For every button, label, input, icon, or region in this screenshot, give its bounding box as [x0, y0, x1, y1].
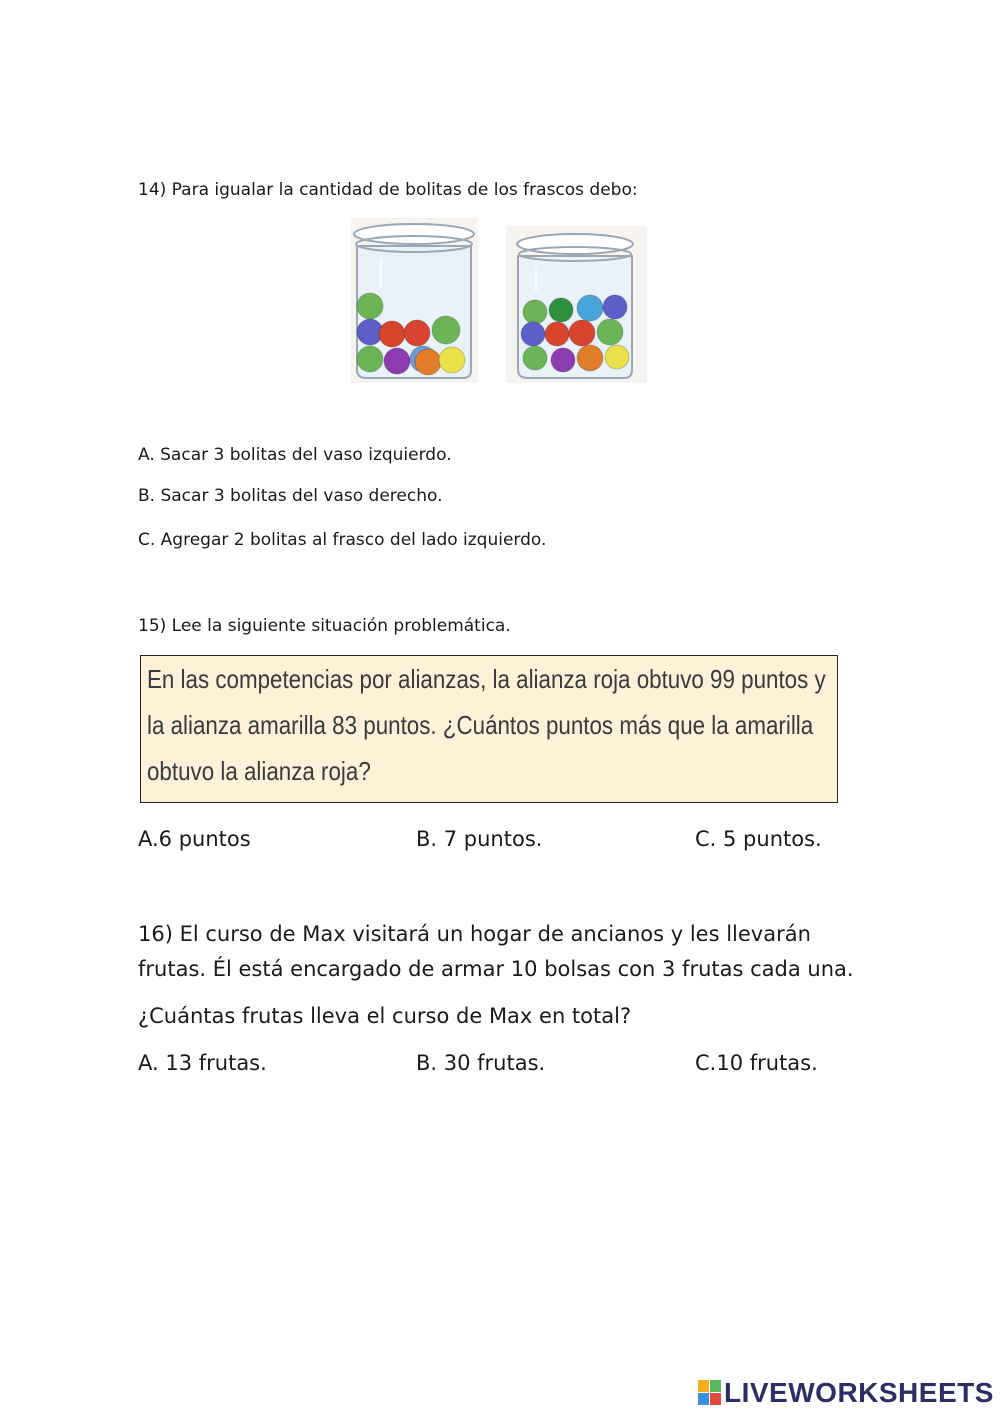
marble — [439, 347, 465, 373]
question-16-title-line1: 16) El curso de Max visitará un hogar de ancianos y les llevarán — [138, 922, 811, 946]
right-jar-image — [506, 226, 647, 383]
marble — [545, 322, 569, 346]
question-15-option-b[interactable]: B. 7 puntos. — [416, 827, 543, 851]
question-16-option-a[interactable]: A. 13 frutas. — [138, 1051, 267, 1075]
question-14-option-c[interactable]: C. Agregar 2 bolitas al frasco del lado izquierdo. — [138, 530, 547, 550]
marble — [523, 300, 547, 324]
marble — [569, 320, 595, 346]
question-15-title: 15) Lee la siguiente situación problemática. — [138, 616, 511, 636]
marble — [549, 298, 573, 322]
question-14-option-b[interactable]: B. Sacar 3 bolitas del vaso derecho. — [138, 486, 443, 506]
logo-text: LIVEWORKSHEETS — [724, 1377, 994, 1408]
marble — [432, 316, 460, 344]
liveworksheets-logo — [698, 1375, 994, 1411]
marble — [415, 349, 441, 375]
question-16-question: ¿Cuántas frutas lleva el curso de Max en total? — [138, 1004, 632, 1028]
marble — [577, 295, 603, 321]
marble — [379, 321, 405, 347]
marble — [577, 345, 603, 371]
marble — [404, 320, 430, 346]
question-16-option-c[interactable]: C.10 frutas. — [695, 1051, 818, 1075]
marble — [605, 345, 629, 369]
marble — [357, 293, 383, 319]
question-15-option-a[interactable]: A.6 puntos — [138, 827, 251, 851]
marble — [597, 319, 623, 345]
marble — [384, 348, 410, 374]
marble — [521, 322, 545, 346]
question-15-option-c[interactable]: C. 5 puntos. — [695, 827, 822, 851]
marble — [551, 348, 575, 372]
marble — [523, 346, 547, 370]
left-jar-image — [351, 218, 478, 383]
problem-text: En las competencias por alianzas, la alianza roja obtuvo 99 puntos y la alianza amarilla 83 puntos. ¿Cuántos puntos más que la amarilla obtuvo la alianza roja? — [147, 664, 826, 786]
question-14-title: 14) Para igualar la cantidad de bolitas de los frascos debo: — [138, 180, 638, 200]
question-16-title-line2: frutas. Él está encargado de armar 10 bolsas con 3 frutas cada una. — [138, 957, 854, 981]
marble — [357, 346, 383, 372]
question-16-option-b[interactable]: B. 30 frutas. — [416, 1051, 546, 1075]
problem-box — [140, 655, 838, 803]
question-14-option-a[interactable]: A. Sacar 3 bolitas del vaso izquierdo. — [138, 445, 452, 465]
logo-blocks-icon — [698, 1380, 722, 1406]
marble — [603, 295, 627, 319]
